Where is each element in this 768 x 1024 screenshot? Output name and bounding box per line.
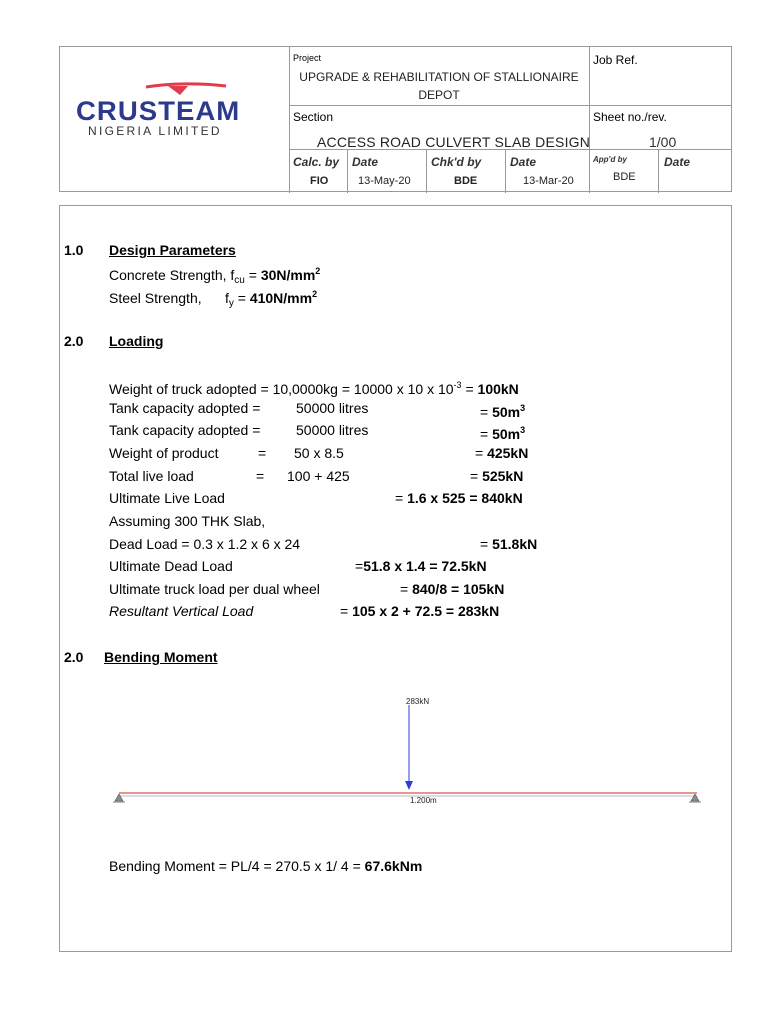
- date2-value: 13-Mar-20: [523, 175, 574, 187]
- section-title: ACCESS ROAD CULVERT SLAB DESIGN: [317, 134, 591, 150]
- date1-value: 13-May-20: [358, 175, 411, 187]
- divider: [289, 105, 732, 106]
- ultimate-dead-result: =51.8 x 1.4 = 72.5kN: [355, 558, 487, 574]
- tank-capacity-result: = $50m^3$: [480, 403, 526, 420]
- product-weight-label: Weight of product: [109, 445, 219, 461]
- steel-strength: Steel Strength, $f_y = 410N/mm^2$: [109, 289, 318, 309]
- wheel-load-label: Ultimate truck load per dual wheel: [109, 581, 320, 597]
- live-load-result: = 525kN: [470, 468, 524, 484]
- company-name: CRUSTEAM: [76, 96, 241, 126]
- tank-capacity-result: = $50m^3$: [480, 425, 526, 442]
- tank-capacity-value: 50000 litres: [296, 400, 369, 416]
- tank-capacity-label: Tank capacity adopted =: [109, 422, 261, 438]
- project-line-1: UPGRADE & REHABILITATION OF STALLIONAIRE: [299, 70, 579, 84]
- product-weight-eqsign: =: [258, 445, 267, 461]
- ultimate-live-label: Ultimate Live Load: [109, 490, 225, 506]
- section-3-title: Bending Moment: [104, 649, 218, 665]
- divider: [505, 149, 506, 193]
- slab-assumption: Assuming 300 THK Slab,: [109, 513, 266, 529]
- beam-diagram: [0, 680, 768, 840]
- load-label: 283kN: [406, 697, 430, 706]
- product-weight-expr: 50 x 8.5: [294, 445, 344, 461]
- live-load-eqsign: =: [256, 468, 265, 484]
- truck-weight: Weight of truck adopted = 10,0000kg = 10000 x 10 x $10^{-3} = 100kN$: [109, 380, 519, 397]
- right-support-icon: [689, 794, 701, 802]
- wheel-load-result: = 840/8 = 105kN: [400, 581, 505, 597]
- section-1-title: Design Parameters: [109, 242, 236, 258]
- date1-label: Date: [352, 155, 379, 169]
- date2-label: Date: [510, 155, 537, 169]
- project-line-2: DEPOT: [418, 88, 460, 102]
- live-load-expr: 100 + 425: [287, 468, 350, 484]
- appd-by-value: BDE: [613, 171, 636, 183]
- section-3-number: 2.0: [64, 649, 84, 665]
- ultimate-live-result: = 1.6 x 525 = 840kN: [395, 490, 523, 506]
- chkd-by-value: BDE: [454, 175, 478, 187]
- load-arrow-head-icon: [405, 781, 413, 790]
- project-label: Project: [293, 53, 322, 63]
- section-label: Section: [293, 110, 334, 124]
- tank-capacity-value: 50000 litres: [296, 422, 369, 438]
- divider: [658, 149, 659, 193]
- dead-load-label: Dead Load = 0.3 x 1.2 x 6 x 24: [109, 536, 301, 552]
- title-block: [59, 46, 732, 192]
- chkd-by-label: Chk'd by: [431, 155, 482, 169]
- job-ref-label: Job Ref.: [593, 53, 638, 67]
- divider: [589, 47, 590, 193]
- divider: [426, 149, 427, 193]
- concrete-strength: Concrete Strength, $f_{cu} = 30N/mm^2$: [109, 266, 321, 286]
- divider: [347, 149, 348, 193]
- resultant-load-result: = 105 x 2 + 72.5 = 283kN: [340, 603, 500, 619]
- dead-load-result: = 51.8kN: [480, 536, 538, 552]
- resultant-load-label: Resultant Vertical Load: [109, 603, 254, 619]
- date3-label: Date: [664, 155, 691, 169]
- section-2-number: 2.0: [64, 333, 84, 349]
- company-logo: [76, 85, 282, 145]
- calc-by-label: Calc. by: [293, 155, 340, 169]
- left-support-icon: [113, 794, 125, 802]
- span-label: 1.200m: [410, 796, 437, 805]
- calc-by-value: FIO: [310, 175, 329, 187]
- section-2-title: Loading: [109, 333, 164, 349]
- company-subtitle: NIGERIA LIMITED: [88, 124, 222, 138]
- product-weight-result: = 425kN: [475, 445, 529, 461]
- sheet-label: Sheet no./rev.: [593, 110, 667, 124]
- ultimate-dead-label: Ultimate Dead Load: [109, 558, 233, 574]
- tank-capacity-label: Tank capacity adopted =: [109, 400, 261, 416]
- appd-by-label: App'd by: [593, 155, 627, 164]
- project-title: [289, 68, 589, 104]
- live-load-label: Total live load: [109, 468, 194, 484]
- sheet-value: 1/00: [649, 134, 677, 150]
- bending-moment: Bending Moment = PL/4 = 270.5 x 1/ 4 = 67.6kNm: [109, 858, 423, 874]
- section-1-number: 1.0: [64, 242, 84, 258]
